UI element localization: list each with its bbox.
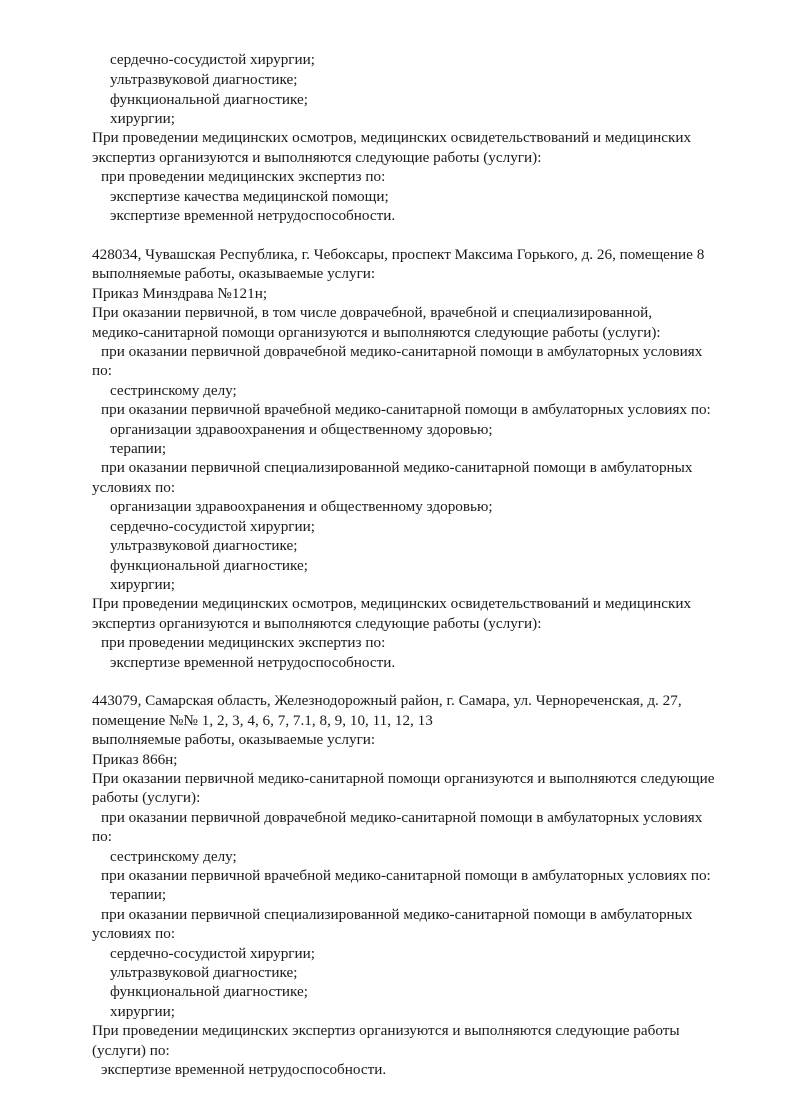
paragraph-line: При проведении медицинских осмотров, медицинских освидетельствований и медицинских (92, 129, 692, 146)
paragraph-line: работы (услуги): (92, 789, 201, 806)
service-item: ультразвуковой диагностике; (110, 537, 298, 554)
subsection-heading: при оказании первичной доврачебной медико-санитарной помощи в амбулаторных условиях (101, 809, 703, 826)
subsection-heading: при оказании первичной специализированной медико-санитарной помощи в амбулаторных (101, 459, 693, 476)
paragraph-line: (услуги) по: (92, 1042, 170, 1059)
paragraph-line: экспертиз организуются и выполняются следующие работы (услуги): (92, 615, 542, 632)
service-item: ультразвуковой диагностике; (110, 964, 298, 981)
subsection-heading: при проведении медицинских экспертиз по: (101, 168, 386, 185)
service-item: сестринскому делу; (110, 382, 237, 399)
subsection-heading: при оказании первичной врачебной медико-санитарной помощи в амбулаторных условиях по: (101, 867, 711, 884)
address-line: 428034, Чувашская Республика, г. Чебоксары, проспект Максима Горького, д. 26, помещение 8 (92, 246, 705, 263)
order-reference: Приказ 866н; (92, 751, 178, 768)
paragraph-line: выполняемые работы, оказываемые услуги: (92, 265, 376, 282)
subsection-heading: по: (92, 828, 112, 845)
paragraph-line: При оказании первичной медико-санитарной помощи организуются и выполняются следующие (92, 770, 715, 787)
service-item: экспертизе временной нетрудоспособности. (110, 207, 396, 224)
service-item: ультразвуковой диагностике; (110, 71, 298, 88)
service-item: сердечно-сосудистой хирургии; (110, 51, 316, 68)
subsection-heading: при оказании первичной врачебной медико-санитарной помощи в амбулаторных условиях по: (101, 401, 711, 418)
subsection-heading: при проведении медицинских экспертиз по: (101, 634, 386, 651)
service-item: хирургии; (110, 576, 176, 593)
subsection-heading: при оказании первичной доврачебной медико-санитарной помощи в амбулаторных условиях (101, 343, 703, 360)
service-item: функциональной диагностике; (110, 557, 308, 574)
service-item: экспертизе временной нетрудоспособности. (101, 1061, 387, 1078)
paragraph-line: медико-санитарной помощи организуются и выполняются следующие работы (услуги): (92, 324, 661, 341)
paragraph-line: При проведении медицинских экспертиз организуются и выполняются следующие работы (92, 1022, 680, 1039)
paragraph-line: При оказании первичной, в том числе доврачебной, врачебной и специализированной, (92, 304, 653, 321)
service-item: организации здравоохранения и общественному здоровью; (110, 421, 493, 438)
service-item: сердечно-сосудистой хирургии; (110, 945, 316, 962)
service-item: функциональной диагностике; (110, 983, 308, 1000)
service-item: экспертизе временной нетрудоспособности. (110, 654, 396, 671)
subsection-heading: по: (92, 362, 112, 379)
subsection-heading: при оказании первичной специализированной медико-санитарной помощи в амбулаторных (101, 906, 693, 923)
service-item: терапии; (110, 886, 167, 903)
paragraph-line: экспертиз организуются и выполняются следующие работы (услуги): (92, 149, 542, 166)
paragraph-line: выполняемые работы, оказываемые услуги: (92, 731, 376, 748)
service-item: экспертизе качества медицинской помощи; (110, 188, 389, 205)
service-item: функциональной диагностике; (110, 91, 308, 108)
service-item: сердечно-сосудистой хирургии; (110, 518, 316, 535)
service-item: хирургии; (110, 1003, 176, 1020)
service-item: организации здравоохранения и общественному здоровью; (110, 498, 493, 515)
service-item: хирургии; (110, 110, 176, 127)
subsection-heading: условиях по: (92, 479, 176, 496)
service-item: сестринскому делу; (110, 848, 237, 865)
paragraph-line: При проведении медицинских осмотров, медицинских освидетельствований и медицинских (92, 595, 692, 612)
address-line: помещение №№ 1, 2, 3, 4, 6, 7, 7.1, 8, 9, 10, 11, 12, 13 (92, 712, 433, 729)
address-line: 443079, Самарская область, Железнодорожный район, г. Самара, ул. Чернореченская, д. 27, (92, 692, 682, 709)
subsection-heading: условиях по: (92, 925, 176, 942)
order-reference: Приказ Минздрава №121н; (92, 285, 268, 302)
service-item: терапии; (110, 440, 167, 457)
